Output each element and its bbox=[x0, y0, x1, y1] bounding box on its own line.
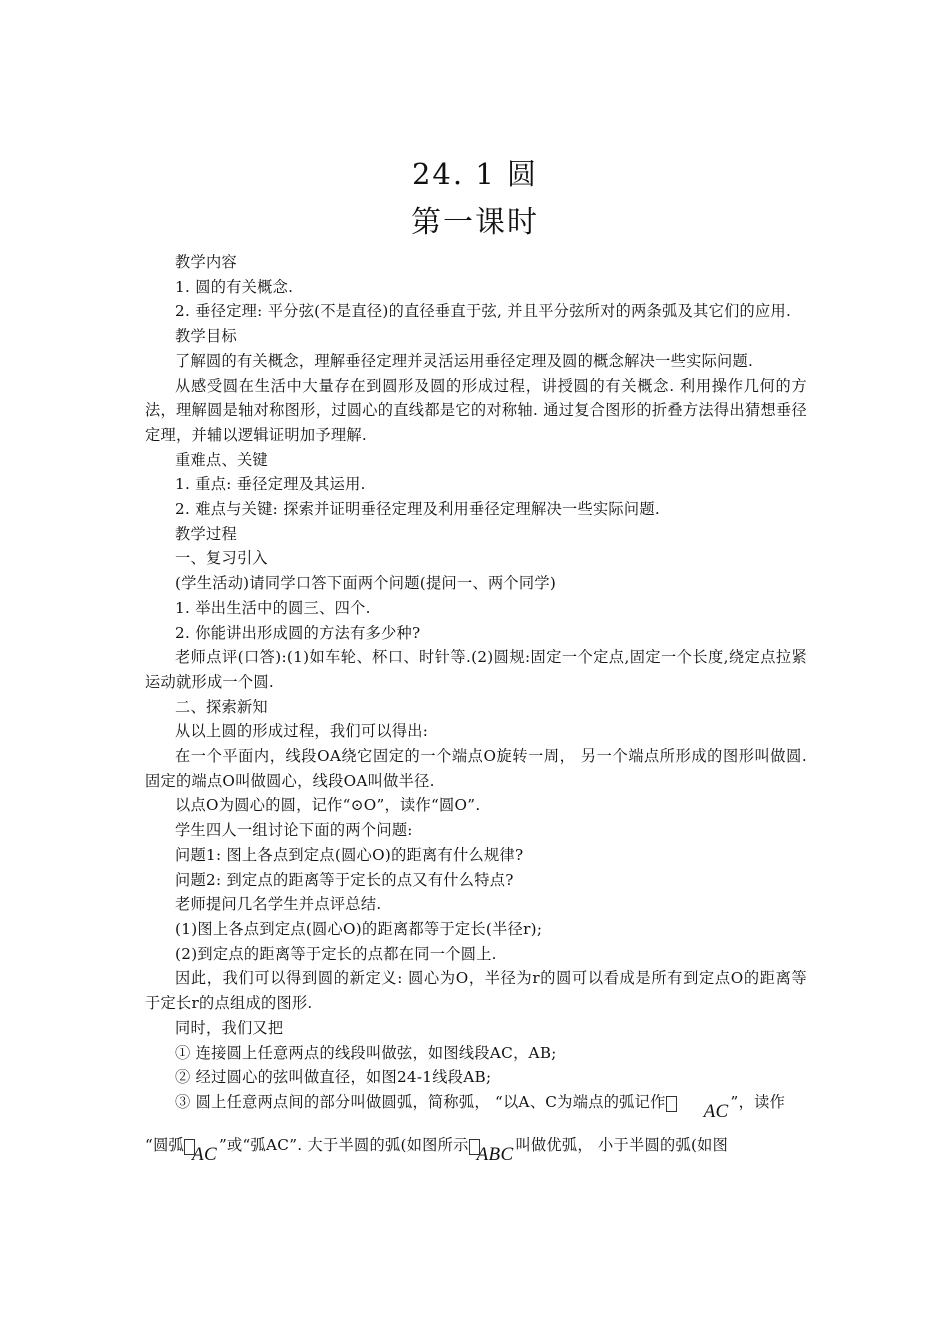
paragraph: 老师点评(口答):(1)如车轮、杯口、时针等.(2)圆规:固定一个定点,固定一个长度,绕定点拉紧运动就形成一个圆. bbox=[145, 648, 807, 691]
paragraph: 教学内容 bbox=[175, 253, 237, 271]
paragraph: 问题2: 到定点的距离等于定长的点又有什么特点? bbox=[175, 870, 514, 889]
paragraph: ① 连接圆上任意两点的线段叫做弦，如图线段AC，AB; bbox=[175, 1043, 557, 1062]
text-run: ”或“弧AC”. 大于半圆的弧(如图所示 bbox=[218, 1135, 469, 1154]
text-run: 叫做优弧， 小于半圆的弧(如图 bbox=[515, 1135, 729, 1154]
paragraph: 因此，我们可以得到圆的新定义: 圆心为O，半径为r的圆可以看成是所有到定点O的距离等于定长r的点组成的图形. bbox=[145, 969, 807, 1013]
paragraph: 1. 重点: 垂径定理及其运用. bbox=[175, 475, 366, 494]
text-run: ”，读作 bbox=[730, 1092, 786, 1111]
paragraph: ② 经过圆心的弦叫做直径，如图24-1线段AB; bbox=[175, 1068, 492, 1087]
paragraph: 同时，我们又把 bbox=[175, 1018, 284, 1037]
paragraph: 2. 你能讲出形成圆的方法有多少种? bbox=[175, 623, 421, 642]
text-run: ③ 圆上任意两点间的部分叫做圆弧，简称弧， “以A、C为端点的弧记作 bbox=[175, 1092, 666, 1111]
paragraph: 2. 难点与关键: 探索并证明垂径定理及利用垂径定理解决一些实际问题. bbox=[175, 500, 661, 519]
paragraph: 2. 垂径定理: 平分弦(不是直径)的直径垂直于弦, 并且平分弦所对的两条弧及其它们的应用. bbox=[175, 302, 792, 321]
paragraph: 从以上圆的形成过程，我们可以得出: bbox=[175, 722, 429, 741]
paragraph: (学生活动)请同学口答下面两个问题(提问一、两个同学) bbox=[175, 574, 557, 593]
paragraph: 1. 举出生活中的圆三、四个. bbox=[175, 598, 371, 617]
paragraph: 教学目标 bbox=[175, 327, 237, 346]
paragraph: 以点O为圆心的圆，记作“⊙O”，读作“圆O”. bbox=[175, 796, 481, 815]
document-body bbox=[145, 250, 807, 1167]
page-subtitle: 第一课时 bbox=[411, 205, 539, 240]
paragraph: 1. 圆的有关概念. bbox=[175, 277, 294, 296]
paragraph-arc-continued bbox=[145, 1133, 807, 1168]
paragraph: 教学过程 bbox=[175, 524, 237, 543]
paragraph: 二、探索新知 bbox=[175, 697, 268, 716]
paragraph: 了解圆的有关概念，理解垂径定理并灵活运用垂径定理及圆的概念解决一些实际问题. bbox=[175, 351, 754, 370]
paragraph: 老师提问几名学生并点评总结. bbox=[175, 895, 382, 914]
paragraph: (2)到定点的距离等于定长的点都在同一个圆上. bbox=[175, 944, 497, 963]
paragraph: 学生四人一组讨论下面的两个问题: bbox=[175, 821, 413, 840]
paragraph: 重难点、关键 bbox=[175, 450, 268, 469]
paragraph: 问题1: 图上各点到定点(圆心O)的距离有什么规律? bbox=[175, 845, 524, 864]
arc-symbol: AC bbox=[666, 1100, 729, 1125]
page-title: 24. 1 圆 bbox=[411, 157, 538, 191]
arc-symbol: ABC bbox=[469, 1143, 514, 1168]
paragraph-arc-definition bbox=[145, 1090, 807, 1125]
paragraph: 在一个平面内，线段OA绕它固定的一个端点O旋转一周， 另一个端点所形成的图形叫做圆. 固定的端点O叫做圆心，线段OA叫做半径. bbox=[145, 747, 807, 790]
paragraph: (1)图上各点到定点(圆心O)的距离都等于定长(半径r); bbox=[175, 919, 543, 938]
paragraph: 一、复习引入 bbox=[175, 549, 268, 568]
arc-symbol: AC bbox=[184, 1143, 217, 1168]
paragraph: 从感受圆在生活中大量存在到圆形及圆的形成过程，讲授圆的有关概念. 利用操作几何的方法，理解圆是轴对称图形，过圆心的直线都是它的对称轴. 通过复合图形的折叠方法得出猜想垂径定理，并辅以逻辑证明加予理解. bbox=[145, 376, 807, 444]
text-run: “圆弧 bbox=[145, 1135, 185, 1154]
